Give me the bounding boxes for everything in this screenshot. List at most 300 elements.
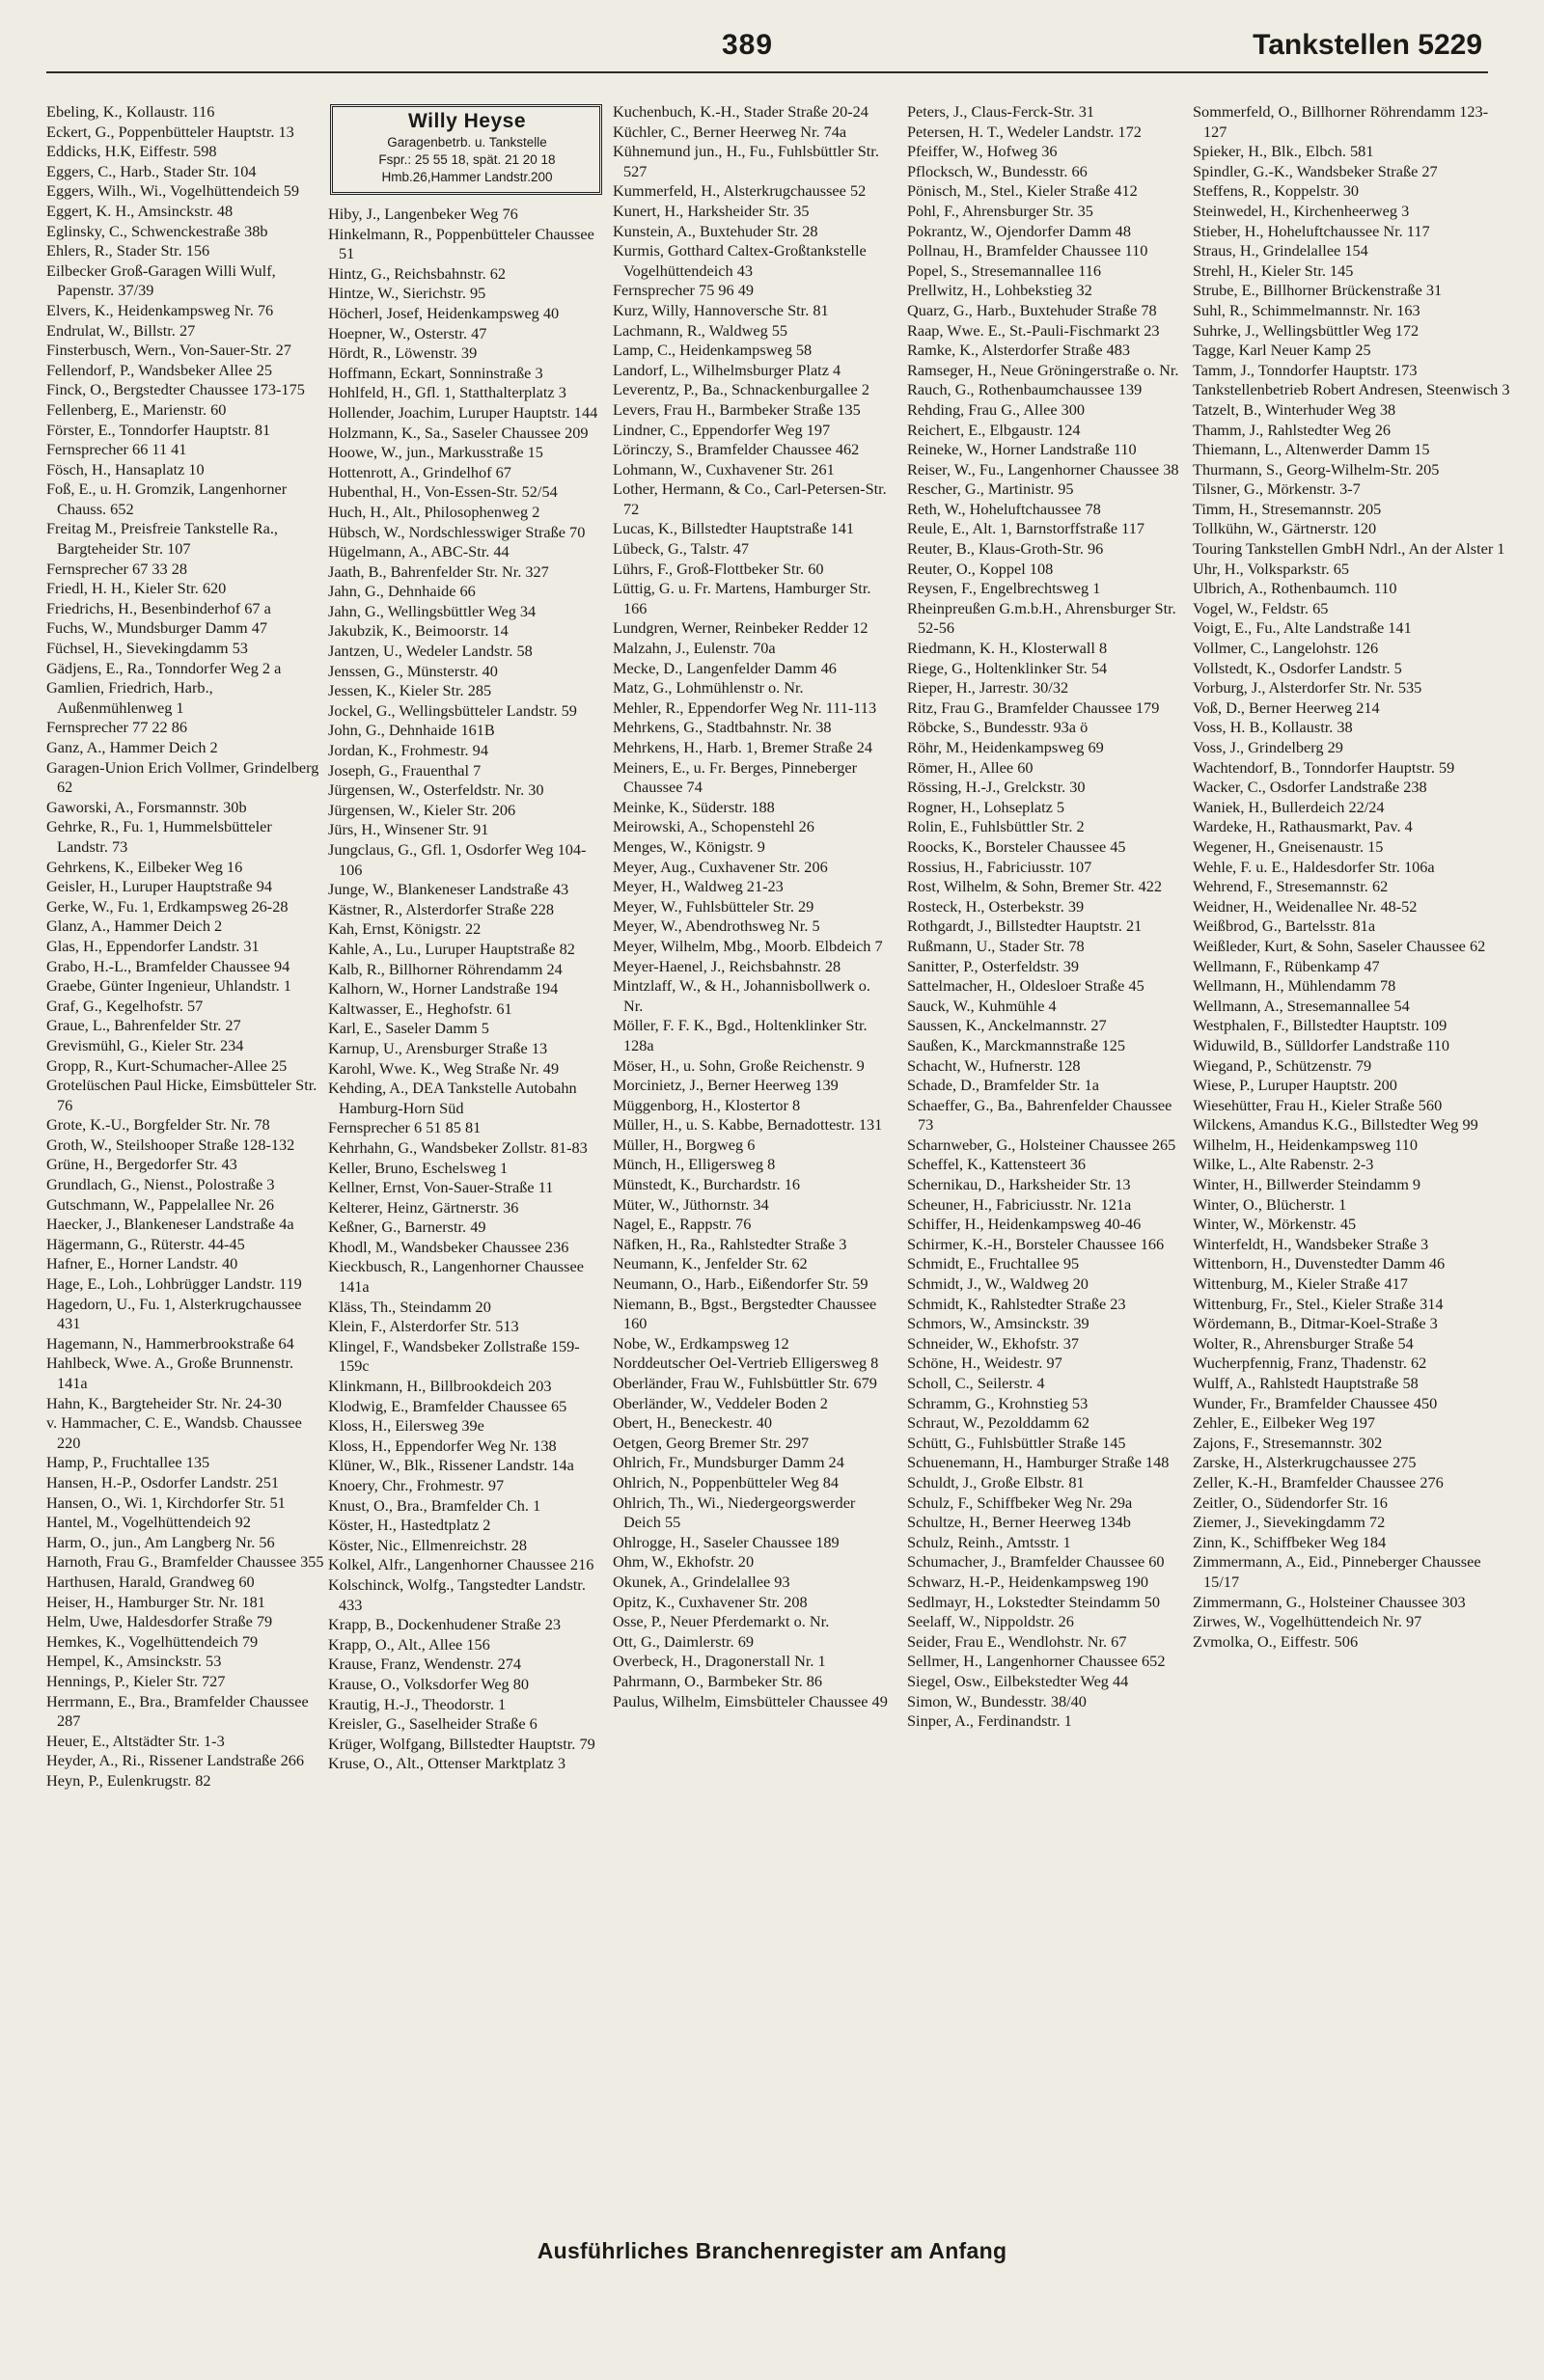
directory-entry: v. Hammacher, C. E., Wandsb. Chaussee 220 bbox=[46, 1413, 302, 1452]
directory-entry: Köster, H., Hastedtplatz 2 bbox=[328, 1516, 491, 1535]
directory-entry: Prellwitz, H., Lohbekstieg 32 bbox=[907, 281, 1092, 300]
directory-entry: Ritz, Frau G., Bramfelder Chaussee 179 bbox=[907, 698, 1160, 717]
directory-entry: Rossius, H., Fabriciusstr. 107 bbox=[907, 857, 1092, 876]
directory-entry: Malzahn, J., Eulenstr. 70a bbox=[613, 639, 776, 658]
directory-entry: Roocks, K., Borsteler Chaussee 45 bbox=[907, 836, 1126, 856]
directory-entry: Röbcke, S., Bundesstr. 93a ö bbox=[907, 718, 1089, 737]
directory-entry: Pflocksch, W., Bundesstr. 66 bbox=[907, 161, 1088, 180]
directory-entry: Hempel, K., Amsinckstr. 53 bbox=[46, 1652, 222, 1671]
directory-entry: Wilckens, Amandus K.G., Billstedter Weg 99 bbox=[1193, 1115, 1478, 1135]
directory-entry: Junge, W., Blankeneser Landstraße 43 bbox=[328, 880, 569, 899]
directory-entry: Lachmann, R., Waldweg 55 bbox=[613, 320, 788, 340]
directory-entry: Gerke, W., Fu. 1, Erdkampsweg 26-28 bbox=[46, 896, 289, 916]
directory-entry: Müter, W., Jüthornstr. 34 bbox=[613, 1194, 769, 1214]
directory-entry: Osse, P., Neuer Pferdemarkt o. Nr. bbox=[613, 1612, 830, 1631]
directory-entry: Sanitter, P., Osterfeldstr. 39 bbox=[907, 956, 1079, 975]
directory-entry: Fernsprecher 6 51 85 81 bbox=[328, 1118, 482, 1137]
directory-entry: Scharnweber, G., Holsteiner Chaussee 265 bbox=[907, 1135, 1176, 1154]
directory-column-2-entries bbox=[328, 205, 608, 1774]
directory-entry: Wegener, H., Gneisenaustr. 15 bbox=[1193, 836, 1384, 856]
directory-entry: Grote, K.-U., Borgfelder Str. Nr. 78 bbox=[46, 1115, 270, 1135]
directory-entry: Wiese, P., Luruper Hauptstr. 200 bbox=[1193, 1076, 1397, 1095]
directory-entry: Ehlers, R., Stader Str. 156 bbox=[46, 241, 210, 260]
directory-entry: Waniek, H., Bullerdeich 22/24 bbox=[1193, 797, 1385, 816]
directory-entry: Ganz, A., Hammer Deich 2 bbox=[46, 738, 218, 756]
directory-entry: Schuldt, J., Große Elbstr. 81 bbox=[907, 1472, 1085, 1491]
directory-entry: Wolter, R., Ahrensburger Straße 54 bbox=[1193, 1333, 1414, 1353]
directory-entry: Gädjens, E., Ra., Tonndorfer Weg 2 a bbox=[46, 658, 282, 677]
directory-entry: Schmors, W., Amsinckstr. 39 bbox=[907, 1314, 1089, 1333]
directory-entry: Saussen, K., Anckelmannstr. 27 bbox=[907, 1016, 1107, 1035]
directory-entry: Eggers, C., Harb., Stader Str. 104 bbox=[46, 161, 257, 180]
directory-entry: Okunek, A., Grindelallee 93 bbox=[613, 1572, 790, 1591]
directory-entry: Röhr, M., Heidenkampsweg 69 bbox=[907, 738, 1104, 756]
directory-entry: Ramseger, H., Neue Gröningerstraße o. Nr. bbox=[907, 360, 1179, 379]
directory-entry: Seelaff, W., Nippoldstr. 26 bbox=[907, 1612, 1074, 1631]
directory-entry: Fösch, H., Hansaplatz 10 bbox=[46, 459, 205, 479]
directory-entry: Jakubzik, K., Beimoorstr. 14 bbox=[328, 621, 509, 641]
directory-entry: Jockel, G., Wellingsbütteler Landstr. 59 bbox=[328, 700, 577, 720]
directory-entry: Westphalen, F., Billstedter Hauptstr. 109 bbox=[1193, 1016, 1448, 1035]
directory-entry: Suhrke, J., Wellingsbüttler Weg 172 bbox=[1193, 320, 1420, 340]
directory-entry: Wittenborn, H., Duvenstedter Damm 46 bbox=[1193, 1254, 1446, 1273]
directory-entry: Gropp, R., Kurt-Schumacher-Allee 25 bbox=[46, 1055, 288, 1075]
directory-entry: Schöne, H., Weidestr. 97 bbox=[907, 1354, 1062, 1373]
directory-entry: Thiemann, L., Altenwerder Damm 15 bbox=[1193, 440, 1430, 459]
directory-entry: Kelterer, Heinz, Gärtnerstr. 36 bbox=[328, 1197, 519, 1217]
directory-entry: Weißleder, Kurt, & Sohn, Saseler Chaussee 62 bbox=[1193, 936, 1486, 955]
directory-entry: Leverentz, P., Ba., Schnackenburgallee 2 bbox=[613, 380, 869, 399]
directory-entry: Hoepner, W., Osterstr. 47 bbox=[328, 323, 487, 342]
directory-entry: Wittenburg, M., Kieler Straße 417 bbox=[1193, 1274, 1408, 1294]
directory-entry: Kloss, H., Eilersweg 39e bbox=[328, 1416, 484, 1436]
directory-entry: Schiffer, H., Heidenkampsweg 40-46 bbox=[907, 1215, 1142, 1234]
directory-entry: Holzmann, K., Sa., Saseler Chaussee 209 bbox=[328, 423, 589, 442]
directory-entry: Krapp, B., Dockenhudener Straße 23 bbox=[328, 1615, 561, 1634]
directory-entry: Krause, O., Volksdorfer Weg 80 bbox=[328, 1674, 530, 1693]
directory-entry: Tollkühn, W., Gärtnerstr. 120 bbox=[1193, 519, 1377, 538]
directory-entry: Kahle, A., Lu., Luruper Hauptstraße 82 bbox=[328, 939, 575, 958]
directory-entry: Hamp, P., Fruchtallee 135 bbox=[46, 1453, 210, 1472]
directory-entry: Krause, Franz, Wendenstr. 274 bbox=[328, 1655, 522, 1674]
directory-entry: Zeitler, O., Südendorfer Str. 16 bbox=[1193, 1492, 1388, 1512]
directory-entry: Hage, E., Loh., Lohbrügger Landstr. 119 bbox=[46, 1274, 302, 1294]
directory-entry: Vogel, W., Feldstr. 65 bbox=[1193, 598, 1329, 617]
directory-entry: Geisler, H., Luruper Hauptstraße 94 bbox=[46, 877, 272, 896]
directory-entry: Winterfeldt, H., Wandsbeker Straße 3 bbox=[1193, 1234, 1429, 1253]
directory-entry: Lübeck, G., Talstr. 47 bbox=[613, 539, 749, 559]
directory-entry: Schmidt, K., Rahlstedter Straße 23 bbox=[907, 1294, 1126, 1313]
directory-entry: Straus, H., Grindelallee 154 bbox=[1193, 241, 1368, 260]
directory-entry: Reuter, O., Koppel 108 bbox=[907, 559, 1054, 578]
directory-entry: Weißbrod, G., Bartelsstr. 81a bbox=[1193, 916, 1376, 936]
directory-entry: Wilhelm, H., Heidenkampsweg 110 bbox=[1193, 1135, 1418, 1154]
directory-entry: Oberländer, Frau W., Fuhlsbüttler Str. 679 bbox=[613, 1374, 877, 1392]
directory-entry: Fernsprecher 67 33 28 bbox=[46, 559, 188, 578]
directory-entry: Schade, D., Bramfelder Str. 1a bbox=[907, 1076, 1099, 1095]
directory-entry: Rehding, Frau G., Allee 300 bbox=[907, 399, 1086, 419]
directory-entry: Harnoth, Frau G., Bramfelder Chaussee 355 bbox=[46, 1552, 324, 1572]
directory-entry: Jürgensen, W., Osterfeldstr. Nr. 30 bbox=[328, 780, 544, 800]
directory-entry: Weidner, H., Weidenallee Nr. 48-52 bbox=[1193, 896, 1418, 916]
directory-entry: Rheinpreußen G.m.b.H., Ahrensburger Str. 52-56 bbox=[907, 598, 1176, 638]
directory-entry: Knoery, Chr., Frohmestr. 97 bbox=[328, 1476, 505, 1494]
directory-entry: Meyer-Haenel, J., Reichsbahnstr. 28 bbox=[613, 956, 841, 975]
directory-entry: Lindner, C., Eppendorfer Weg 197 bbox=[613, 420, 831, 439]
directory-entry: Hoowe, W., jun., Markusstraße 15 bbox=[328, 443, 543, 462]
directory-entry: Kellner, Ernst, Von-Sauer-Straße 11 bbox=[328, 1178, 554, 1197]
directory-entry: Siegel, Osw., Eilbekstedter Weg 44 bbox=[907, 1671, 1129, 1690]
directory-entry: Kalhorn, W., Horner Landstraße 194 bbox=[328, 979, 559, 999]
directory-entry: Scholl, C., Seilerstr. 4 bbox=[907, 1374, 1045, 1392]
directory-entry: Mintzlaff, W., & H., Johannisbollwerk o. Nr. bbox=[613, 976, 870, 1015]
directory-entry: Klingel, F., Wandsbeker Zollstraße 159-159c bbox=[328, 1336, 580, 1376]
directory-entry: Kloss, H., Eppendorfer Weg Nr. 138 bbox=[328, 1436, 557, 1455]
directory-entry: Sinper, A., Ferdinandstr. 1 bbox=[907, 1711, 1072, 1731]
directory-entry: Lohmann, W., Cuxhavener Str. 261 bbox=[613, 459, 835, 479]
directory-entry: Rosteck, H., Osterbekstr. 39 bbox=[907, 896, 1085, 916]
directory-entry: Meyer, H., Waldweg 21-23 bbox=[613, 877, 784, 896]
directory-entry: Müller, H., Borgweg 6 bbox=[613, 1135, 756, 1154]
directory-entry: Hantel, M., Vogelhüttendeich 92 bbox=[46, 1513, 251, 1532]
directory-column-2 bbox=[328, 102, 608, 1774]
directory-entry: Fernsprecher 77 22 86 bbox=[46, 718, 188, 737]
directory-entry: Wiesehütter, Frau H., Kieler Straße 560 bbox=[1193, 1095, 1443, 1114]
directory-entry: Sommerfeld, O., Billhorner Röhrendamm 123-127 bbox=[1193, 102, 1489, 141]
directory-entry: Reiser, W., Fu., Langenhorner Chaussee 38 bbox=[907, 459, 1179, 479]
directory-entry: Tatzelt, B., Winterhuder Weg 38 bbox=[1193, 399, 1396, 419]
directory-entry: Rogner, H., Lohseplatz 5 bbox=[907, 797, 1065, 816]
directory-entry: Kah, Ernst, Königstr. 22 bbox=[328, 919, 482, 939]
directory-entry: Lundgren, Werner, Reinbeker Redder 12 bbox=[613, 618, 868, 638]
directory-entry: Hollender, Joachim, Luruper Hauptstr. 144 bbox=[328, 402, 598, 422]
directory-entry: Zajons, F., Stresemannstr. 302 bbox=[1193, 1433, 1383, 1452]
directory-entry: Meyer, W., Fuhlsbütteler Str. 29 bbox=[613, 896, 814, 916]
directory-entry: Höcherl, Josef, Heidenkampsweg 40 bbox=[328, 303, 560, 322]
directory-entry: Hennings, P., Kieler Str. 727 bbox=[46, 1671, 226, 1690]
directory-entry: Thurmann, S., Georg-Wilhelm-Str. 205 bbox=[1193, 459, 1440, 479]
directory-entry: Popel, S., Stresemannallee 116 bbox=[907, 260, 1102, 280]
directory-entry: Jahn, G., Wellingsbüttler Weg 34 bbox=[328, 601, 537, 620]
directory-entry: Gehrke, R., Fu. 1, Hummelsbütteler Landstr. 73 bbox=[46, 817, 272, 856]
directory-entry: Schütt, G., Fuhlsbüttler Straße 145 bbox=[907, 1433, 1126, 1452]
directory-entry: Matz, G., Lohmühlenstr o. Nr. bbox=[613, 678, 804, 698]
directory-entry: Schmidt, J., W., Waldweg 20 bbox=[907, 1274, 1089, 1294]
directory-entry: Rauch, G., Rothenbaumchaussee 139 bbox=[907, 380, 1143, 399]
directory-entry: Foß, E., u. H. Gromzik, Langenhorner Chauss. 652 bbox=[46, 479, 288, 518]
directory-column-1 bbox=[46, 102, 326, 1791]
directory-entry: Ebeling, K., Kollaustr. 116 bbox=[46, 102, 215, 121]
directory-entry: Schultze, H., Berner Heerweg 134b bbox=[907, 1513, 1131, 1532]
directory-entry: Reineke, W., Horner Landstraße 110 bbox=[907, 440, 1137, 459]
directory-entry: Zimmermann, G., Holsteiner Chaussee 303 bbox=[1193, 1592, 1466, 1611]
directory-entry: Zirwes, W., Vogelhüttendeich Nr. 97 bbox=[1193, 1612, 1422, 1631]
directory-entry: Zvmolka, O., Eiffestr. 506 bbox=[1193, 1631, 1359, 1651]
directory-entry: Schaeffer, G., Ba., Bahrenfelder Chaussee 73 bbox=[907, 1095, 1172, 1135]
directory-entry: Schernikau, D., Harksheider Str. 13 bbox=[907, 1175, 1131, 1194]
directory-entry: Müggenborg, H., Klostertor 8 bbox=[613, 1095, 801, 1114]
directory-entry: Karnup, U., Arensburger Straße 13 bbox=[328, 1038, 548, 1057]
directory-entry: Eglinsky, C., Schwenckestraße 38b bbox=[46, 221, 268, 240]
directory-entry: Meirowski, A., Schopenstehl 26 bbox=[613, 817, 814, 836]
directory-entry: Möller, F. F. K., Bgd., Holtenklinker Str. 128a bbox=[613, 1016, 868, 1054]
directory-entry: Vorburg, J., Alsterdorfer Str. Nr. 535 bbox=[1193, 678, 1422, 698]
directory-entry: Menges, W., Königstr. 9 bbox=[613, 836, 765, 856]
directory-entry: Morcinietz, J., Berner Heerweg 139 bbox=[613, 1076, 839, 1095]
directory-entry: Kurz, Willy, Hannoversche Str. 81 bbox=[613, 300, 829, 319]
directory-entry: Kühnemund jun., H., Fu., Fuhlsbüttler Str. 527 bbox=[613, 142, 879, 180]
directory-entry: Schwarz, H.-P., Heidenkampsweg 190 bbox=[907, 1572, 1149, 1591]
directory-entry: Widuwild, B., Sülldorfer Landstraße 110 bbox=[1193, 1035, 1449, 1054]
directory-entry: Jenssen, G., Münsterstr. 40 bbox=[328, 661, 498, 680]
directory-entry: Haecker, J., Blankeneser Landstraße 4a bbox=[46, 1215, 294, 1234]
directory-entry: Jürs, H., Winsener Str. 91 bbox=[328, 820, 489, 839]
directory-entry: Joseph, G., Frauenthal 7 bbox=[328, 760, 482, 780]
directory-entry: Ohlrich, N., Poppenbütteler Weg 84 bbox=[613, 1472, 839, 1491]
directory-column-4 bbox=[907, 102, 1187, 1732]
directory-entry: Hintze, W., Sierichstr. 95 bbox=[328, 284, 486, 303]
directory-entry: Wardeke, H., Rathausmarkt, Pav. 4 bbox=[1193, 817, 1413, 836]
directory-entry: Hahlbeck, Wwe. A., Große Brunnenstr. 141a bbox=[46, 1354, 294, 1392]
directory-column-5 bbox=[1193, 102, 1511, 1652]
directory-entry: Wiegand, P., Schützenstr. 79 bbox=[1193, 1055, 1372, 1075]
directory-entry: Schuenemann, H., Hamburger Straße 148 bbox=[907, 1453, 1170, 1472]
directory-entry: Oberländer, W., Veddeler Boden 2 bbox=[613, 1393, 828, 1412]
directory-entry: Köster, Nic., Ellmenreichstr. 28 bbox=[328, 1535, 527, 1554]
directory-entry: Ohlrogge, H., Saseler Chaussee 189 bbox=[613, 1532, 840, 1551]
directory-entry: Münstedt, K., Burchardstr. 16 bbox=[613, 1175, 800, 1194]
directory-entry: Kieckbusch, R., Langenhorner Chaussee 141a bbox=[328, 1257, 584, 1297]
directory-entry: Gutschmann, W., Pappelallee Nr. 26 bbox=[46, 1194, 275, 1214]
directory-entry: Meyer, Aug., Cuxhavener Str. 206 bbox=[613, 857, 828, 876]
directory-entry: Zimmermann, A., Eid., Pinneberger Chaussee 15/17 bbox=[1193, 1552, 1481, 1591]
directory-entry: Heyder, A., Ri., Rissener Landstraße 266 bbox=[46, 1751, 305, 1770]
directory-entry: Graue, L., Bahrenfelder Str. 27 bbox=[46, 1016, 241, 1035]
directory-entry: Tankstellenbetrieb Robert Andresen, Steenwisch 3 bbox=[1193, 380, 1510, 399]
advertisement-box bbox=[330, 104, 602, 195]
directory-entry: Kunert, H., Harksheider Str. 35 bbox=[613, 201, 810, 220]
directory-entry: Voss, J., Grindelberg 29 bbox=[1193, 738, 1343, 756]
directory-entry: Glanz, A., Hammer Deich 2 bbox=[46, 916, 223, 936]
directory-entry: Voss, H. B., Kollaustr. 38 bbox=[1193, 718, 1353, 737]
directory-entry: Reichert, E., Elbgaustr. 124 bbox=[907, 420, 1081, 439]
running-head: Tankstellen 5229 bbox=[1253, 29, 1482, 61]
directory-entry: Jantzen, U., Wedeler Landstr. 58 bbox=[328, 642, 533, 661]
directory-entry: Kolschinck, Wolfg., Tangstedter Landstr. 433 bbox=[328, 1574, 586, 1614]
directory-entry: Kummerfeld, H., Alsterkrugchaussee 52 bbox=[613, 181, 867, 201]
directory-entry: Ulbrich, A., Rothenbaumch. 110 bbox=[1193, 579, 1397, 598]
directory-entry: Krapp, O., Alt., Allee 156 bbox=[328, 1634, 490, 1654]
directory-entry: Khodl, M., Wandsbeker Chaussee 236 bbox=[328, 1237, 569, 1256]
directory-entry: Grevismühl, G., Kieler Str. 234 bbox=[46, 1035, 244, 1054]
directory-entry: Rußmann, U., Stader Str. 78 bbox=[907, 936, 1085, 955]
directory-entry: Klinkmann, H., Billbrookdeich 203 bbox=[328, 1377, 552, 1396]
directory-entry: Riege, G., Holtenklinker Str. 54 bbox=[907, 658, 1108, 677]
directory-entry: Meinke, K., Süderstr. 188 bbox=[613, 797, 775, 816]
directory-entry: Klüner, W., Blk., Rissener Landstr. 14a bbox=[328, 1456, 574, 1475]
directory-entry: Wellmann, H., Mühlendamm 78 bbox=[1193, 976, 1396, 996]
directory-entry: Neumann, O., Harb., Eißendorfer Str. 59 bbox=[613, 1274, 868, 1294]
directory-entry: Wellmann, F., Rübenkamp 47 bbox=[1193, 956, 1380, 975]
directory-entry: Friedl, H. H., Kieler Str. 620 bbox=[46, 579, 227, 598]
directory-entry: Groth, W., Steilshooper Straße 128-132 bbox=[46, 1135, 295, 1154]
directory-entry: Schirmer, K.-H., Borsteler Chaussee 166 bbox=[907, 1234, 1165, 1253]
directory-entry: Lucas, K., Billstedter Hauptstraße 141 bbox=[613, 519, 855, 538]
directory-entry: Kläss, Th., Steindamm 20 bbox=[328, 1297, 491, 1316]
directory-entry: Spindler, G.-K., Wandsbeker Straße 27 bbox=[1193, 161, 1438, 180]
ad-line-business: Garagenbetrb. u. Tankstelle bbox=[387, 135, 547, 150]
directory-entry: Finsterbusch, Wern., Von-Sauer-Str. 27 bbox=[46, 341, 291, 360]
directory-entry: Huch, H., Alt., Philosophenweg 2 bbox=[328, 502, 540, 521]
directory-entry: Eggers, Wilh., Wi., Vogelhüttendeich 59 bbox=[46, 181, 300, 201]
directory-entry: Sattelmacher, H., Oldesloer Straße 45 bbox=[907, 976, 1144, 996]
directory-entry: Grotelüschen Paul Hicke, Eimsbütteler Str. 76 bbox=[46, 1076, 317, 1114]
directory-entry: Rescher, G., Martinistr. 95 bbox=[907, 479, 1074, 499]
directory-entry: Gamlien, Friedrich, Harb., Außenmühlenweg 1 bbox=[46, 678, 213, 717]
directory-entry: Simon, W., Bundesstr. 38/40 bbox=[907, 1691, 1087, 1710]
directory-entry: Hiby, J., Langenbeker Weg 76 bbox=[328, 205, 518, 223]
directory-entry: Eilbecker Groß-Garagen Willi Wulf, Papenstr. 37/39 bbox=[46, 260, 276, 300]
directory-entry: Zeller, K.-H., Bramfelder Chaussee 276 bbox=[1193, 1472, 1444, 1491]
directory-entry: Müller, H., u. S. Kabbe, Bernadottestr. 131 bbox=[613, 1115, 883, 1135]
header-rule bbox=[46, 71, 1488, 73]
directory-entry: Klein, F., Alsterdorfer Str. 513 bbox=[328, 1317, 519, 1336]
directory-entry: Hoffmann, Eckart, Sonninstraße 3 bbox=[328, 363, 543, 382]
directory-entry: Wellmann, A., Stresemannallee 54 bbox=[1193, 996, 1410, 1015]
directory-entry: Hahn, K., Bargteheider Str. Nr. 24-30 bbox=[46, 1393, 282, 1412]
directory-entry: Gehrkens, K., Eilbeker Weg 16 bbox=[46, 857, 243, 876]
directory-entry: Glas, H., Eppendorfer Landstr. 31 bbox=[46, 936, 260, 955]
directory-entry: Jungclaus, G., Gfl. 1, Osdorfer Weg 104-106 bbox=[328, 840, 587, 879]
directory-entry: Niemann, B., Bgst., Bergstedter Chaussee 160 bbox=[613, 1294, 877, 1333]
directory-entry: Paulus, Wilhelm, Eimsbütteler Chaussee 49 bbox=[613, 1691, 888, 1710]
directory-entry: Steffens, R., Koppelstr. 30 bbox=[1193, 181, 1360, 201]
directory-entry: Eggert, K. H., Amsinckstr. 48 bbox=[46, 201, 234, 220]
directory-entry: Tagge, Karl Neuer Kamp 25 bbox=[1193, 341, 1371, 360]
directory-entry: Seider, Frau E., Wendlohstr. Nr. 67 bbox=[907, 1631, 1127, 1651]
directory-entry: Zehler, E., Eilbeker Weg 197 bbox=[1193, 1413, 1375, 1433]
directory-entry: Reuter, B., Klaus-Groth-Str. 96 bbox=[907, 539, 1104, 559]
directory-entry: Krautig, H.-J., Theodorstr. 1 bbox=[328, 1694, 507, 1713]
directory-entry: Hemkes, K., Vogelhüttendeich 79 bbox=[46, 1631, 259, 1651]
directory-column-3 bbox=[613, 102, 893, 1711]
directory-entry: Hagemann, N., Hammerbrookstraße 64 bbox=[46, 1333, 294, 1353]
directory-entry: Heiser, H., Hamburger Str. Nr. 181 bbox=[46, 1592, 265, 1611]
directory-entry: Eddicks, H.K, Eiffestr. 598 bbox=[46, 142, 217, 161]
ad-line-address: Hmb.26,Hammer Landstr.200 bbox=[381, 170, 553, 184]
directory-entry: Jürgensen, W., Kieler Str. 206 bbox=[328, 800, 516, 819]
directory-entry: Voß, D., Berner Heerweg 214 bbox=[1193, 698, 1380, 717]
directory-entry: Kaltwasser, E., Heghofstr. 61 bbox=[328, 999, 512, 1018]
directory-entry: Kreisler, G., Saselheider Straße 6 bbox=[328, 1714, 538, 1734]
directory-entry: Levers, Frau H., Barmbeker Straße 135 bbox=[613, 399, 861, 419]
directory-entry: Näfken, H., Ra., Rahlstedter Straße 3 bbox=[613, 1234, 847, 1253]
directory-entry: Harm, O., jun., Am Langberg Nr. 56 bbox=[46, 1532, 275, 1551]
directory-entry: Schumacher, J., Bramfelder Chaussee 60 bbox=[907, 1552, 1165, 1572]
directory-entry: Kehding, A., DEA Tankstelle Autobahn Hamburg-Horn Süd bbox=[328, 1079, 577, 1117]
directory-entry: Eckert, G., Poppenbütteler Hauptstr. 13 bbox=[46, 122, 294, 141]
directory-entry: Graf, G., Kegelhofstr. 57 bbox=[46, 996, 204, 1015]
directory-entry: Lother, Hermann, & Co., Carl-Petersen-Str. 72 bbox=[613, 479, 887, 518]
directory-entry: Strehl, H., Kieler Str. 145 bbox=[1193, 260, 1354, 280]
directory-entry: Mehler, R., Eppendorfer Weg Nr. 111-113 bbox=[613, 698, 877, 717]
directory-entry: Thamm, J., Rahlstedter Weg 26 bbox=[1193, 420, 1392, 439]
directory-entry: Zarske, H., Alsterkrugchaussee 275 bbox=[1193, 1453, 1417, 1472]
directory-entry: Fellenberg, E., Marienstr. 60 bbox=[46, 399, 227, 419]
directory-entry: Herrmann, E., Bra., Bramfelder Chaussee 287 bbox=[46, 1691, 309, 1731]
directory-entry: Münch, H., Elligersweg 8 bbox=[613, 1155, 776, 1174]
directory-entry: Grundlach, G., Nienst., Polostraße 3 bbox=[46, 1175, 275, 1194]
footer-note: Ausführliches Branchenregister am Anfang bbox=[537, 2238, 1007, 2263]
directory-entry: Möser, H., u. Sohn, Große Reichenstr. 9 bbox=[613, 1055, 865, 1075]
directory-entry: Winter, H., Billwerder Steindamm 9 bbox=[1193, 1175, 1421, 1194]
directory-entry: Grüne, H., Bergedorfer Str. 43 bbox=[46, 1155, 237, 1174]
directory-entry: Finck, O., Bergstedter Chaussee 173-175 bbox=[46, 380, 305, 399]
directory-entry: Reule, E., Alt. 1, Barnstorffstraße 117 bbox=[907, 519, 1144, 538]
directory-entry: Schacht, W., Hufnerstr. 128 bbox=[907, 1055, 1081, 1075]
directory-entry: Klodwig, E., Bramfelder Chaussee 65 bbox=[328, 1396, 567, 1415]
directory-entry: Grabo, H.-L., Bramfelder Chaussee 94 bbox=[46, 956, 290, 975]
directory-entry: Nagel, E., Rappstr. 76 bbox=[613, 1215, 752, 1234]
directory-entry: Vollstedt, K., Osdorfer Landstr. 5 bbox=[1193, 658, 1402, 677]
directory-entry: Wacker, C., Osdorfer Landstraße 238 bbox=[1193, 778, 1427, 797]
directory-entry: Raap, Wwe. E., St.-Pauli-Fischmarkt 23 bbox=[907, 320, 1160, 340]
directory-entry: Hansen, H.-P., Osdorfer Landstr. 251 bbox=[46, 1472, 280, 1491]
directory-entry: Schulz, F., Schiffbeker Weg Nr. 29a bbox=[907, 1492, 1133, 1512]
directory-entry: Mehrkens, H., Harb. 1, Bremer Straße 24 bbox=[613, 738, 873, 756]
directory-entry: Obert, H., Beneckestr. 40 bbox=[613, 1413, 773, 1433]
directory-entry: Wulff, A., Rahlstedt Hauptstraße 58 bbox=[1193, 1374, 1419, 1392]
directory-entry: Jessen, K., Kieler Str. 285 bbox=[328, 681, 492, 700]
directory-entry: Peters, J., Claus-Ferck-Str. 31 bbox=[907, 102, 1094, 121]
directory-entry: Lührs, F., Groß-Flottbeker Str. 60 bbox=[613, 559, 824, 578]
directory-entry: Meiners, E., u. Fr. Berges, Pinneberger Chaussee 74 bbox=[613, 757, 858, 797]
directory-entry: Pönisch, M., Stel., Kieler Straße 412 bbox=[907, 181, 1138, 201]
directory-entry: Suhl, R., Schimmelmannstr. Nr. 163 bbox=[1193, 300, 1420, 319]
directory-entry: Zinn, K., Schiffbeker Weg 184 bbox=[1193, 1532, 1387, 1551]
directory-entry: Gaworski, A., Forsmannstr. 30b bbox=[46, 797, 247, 816]
directory-entry: Rothgardt, J., Billstedter Hauptstr. 21 bbox=[907, 916, 1143, 936]
directory-entry: Wehle, F. u. E., Haldesdorfer Str. 106a bbox=[1193, 857, 1435, 876]
directory-entry: Voigt, E., Fu., Alte Landstraße 141 bbox=[1193, 618, 1412, 638]
directory-entry: Wittenburg, Fr., Stel., Kieler Straße 314 bbox=[1193, 1294, 1444, 1313]
directory-entry: Uhr, H., Volksparkstr. 65 bbox=[1193, 559, 1350, 578]
directory-entry: Schneider, W., Ekhofstr. 37 bbox=[907, 1333, 1079, 1353]
directory-entry: Kruse, O., Alt., Ottenser Marktplatz 3 bbox=[328, 1754, 565, 1773]
directory-entry: Karohl, Wwe. K., Weg Straße Nr. 49 bbox=[328, 1058, 560, 1078]
directory-entry: Hafner, E., Horner Landstr. 40 bbox=[46, 1254, 238, 1273]
directory-entry: Keßner, G., Barnerstr. 49 bbox=[328, 1217, 486, 1237]
directory-entry: Rieper, H., Jarrestr. 30/32 bbox=[907, 678, 1069, 698]
directory-entry: Tilsner, G., Mörkenstr. 3-7 bbox=[1193, 479, 1361, 499]
directory-entry: Strube, E., Billhorner Brückenstraße 31 bbox=[1193, 281, 1443, 300]
directory-entry: Knust, O., Bra., Bramfelder Ch. 1 bbox=[328, 1495, 541, 1515]
directory-entry: Schulz, Reinh., Amtsstr. 1 bbox=[907, 1532, 1071, 1551]
directory-entry: Wunder, Fr., Bramfelder Chaussee 450 bbox=[1193, 1393, 1438, 1412]
directory-entry: Sauck, W., Kuhmühle 4 bbox=[907, 996, 1057, 1015]
directory-entry: Freitag M., Preisfreie Tankstelle Ra., Bargteheider Str. 107 bbox=[46, 519, 279, 559]
directory-entry: Keller, Bruno, Eschelsweg 1 bbox=[328, 1158, 509, 1177]
directory-entry: Lörinczy, S., Bramfelder Chaussee 462 bbox=[613, 440, 860, 459]
directory-entry: Timm, H., Stresemannstr. 205 bbox=[1193, 499, 1382, 518]
directory-entry: Fellendorf, P., Wandsbeker Allee 25 bbox=[46, 360, 272, 379]
directory-entry: Jahn, G., Dehnhaide 66 bbox=[328, 582, 476, 601]
directory-entry: Kunstein, A., Buxtehuder Str. 28 bbox=[613, 221, 818, 240]
directory-entry: Petersen, H. T., Wedeler Landstr. 172 bbox=[907, 122, 1142, 141]
directory-entry: Friedrichs, H., Besenbinderhof 67 a bbox=[46, 598, 271, 617]
directory-entry: Mehrkens, G., Stadtbahnstr. Nr. 38 bbox=[613, 718, 832, 737]
directory-entry: Kalb, R., Billhorner Röhrendamm 24 bbox=[328, 959, 563, 978]
